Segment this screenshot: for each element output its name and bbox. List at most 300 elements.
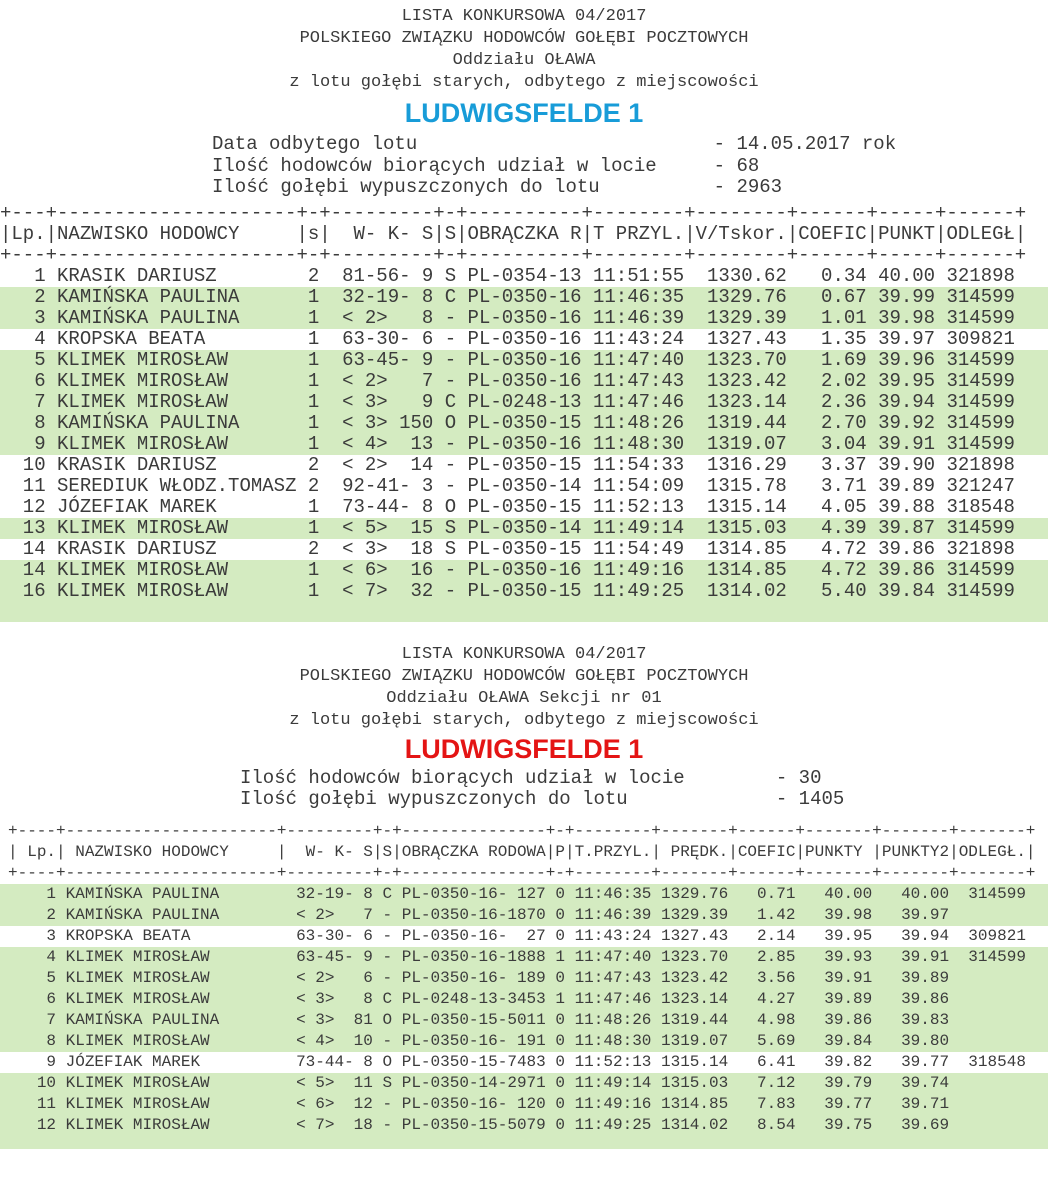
cell-wks: < 2> 6 — [286, 968, 373, 987]
cell-dist: 314599 — [958, 947, 1026, 966]
column-header-name: NAZWISKO HODOWCY — [65, 842, 277, 861]
cell-dist — [959, 906, 1026, 924]
cell-punkt: 39.90 — [878, 453, 936, 476]
flight-info-row — [212, 156, 1048, 178]
result-row — [0, 947, 1048, 968]
cell-speed: 1319.07 — [695, 432, 787, 455]
cell-dist — [959, 969, 1026, 987]
cell-punkty: 39.98 — [805, 905, 873, 924]
list-title-line: LISTA KONKURSOWA 04/2017 — [401, 7, 647, 26]
cell-name: KLIMEK MIROSŁAW — [57, 390, 297, 413]
cell-sex: S — [444, 516, 457, 539]
cell-ring: PL-0350-16-1888 — [401, 947, 546, 966]
cell-punkty: 39.79 — [805, 1073, 873, 1092]
cell-punkt: 39.84 — [878, 579, 936, 602]
cell-lp: 10 — [17, 1073, 57, 1092]
cell-speed: 1319.44 — [661, 1010, 729, 1029]
cell-coefic: 1.42 — [737, 905, 796, 924]
result-row — [0, 413, 1048, 434]
cell-s: 1 — [307, 369, 320, 392]
cell-sex: S — [382, 1073, 393, 1092]
cell-name: KRASIK DARIUSZ — [57, 264, 297, 287]
result-row — [0, 989, 1048, 1010]
cell-name: KAMIŃSKA PAULINA — [57, 306, 297, 329]
cell-ring: PL-0350-14 — [467, 516, 582, 539]
cell-coefic: 3.71 — [798, 474, 867, 497]
table-border-line: +---+---------------------+-+---------+-+----------+--------+--------+------+-----+------+ — [0, 243, 1027, 266]
cell-name: KAMIŃSKA PAULINA — [57, 411, 297, 434]
result-row — [0, 581, 1048, 602]
info-value: - 14.05.2017 rok — [713, 133, 897, 155]
cell-dist: 314599 — [946, 432, 1015, 455]
cell-name: JÓZEFIAK MAREK — [57, 495, 297, 518]
cell-wks: 32-19- 8 — [286, 884, 373, 903]
cell-dist: 314599 — [946, 516, 1015, 539]
cell-p: 1 — [555, 947, 565, 966]
cell-ring: PL-0350-16 — [467, 432, 582, 455]
cell-wks: < 4> 10 — [286, 1031, 373, 1050]
cell-s: 1 — [307, 348, 320, 371]
cell-sex: S — [444, 537, 457, 560]
cell-speed: 1329.76 — [661, 884, 729, 903]
cell-ring: PL-0350-16 — [467, 558, 582, 581]
cell-dist: 314599 — [946, 411, 1015, 434]
cell-dist: 321898 — [946, 537, 1015, 560]
cell-time: 11:46:39 — [574, 905, 652, 924]
cell-speed: 1314.85 — [695, 558, 787, 581]
cell-punkty: 39.84 — [805, 1031, 873, 1050]
cell-time: 11:47:40 — [592, 348, 685, 371]
info-label: Data odbytego lotu — [212, 133, 418, 155]
cell-lp: 8 — [11, 411, 46, 434]
table-header-row: |Lp.|NAZWISKO HODOWCY |s| W- K- S|S|OBRĄCZKA R|T PRZYL.|V/Tskor.|COEFIC|PUNKT|ODLEGŁ| — [0, 222, 1027, 245]
cell-sex: - — [444, 579, 457, 602]
column-header-lp: Lp. — [11, 222, 46, 245]
cell-speed: 1327.43 — [661, 926, 729, 945]
result-row — [0, 884, 1048, 905]
info-value: - 1405 — [775, 788, 845, 810]
cell-name: KAMIŃSKA PAULINA — [65, 1010, 277, 1029]
cell-wks: < 6> 16 — [330, 558, 434, 581]
cell-dist: 314599 — [946, 390, 1015, 413]
column-header-ring: OBRĄCZKA R — [467, 222, 582, 245]
result-row — [0, 476, 1048, 497]
cell-name: KLIMEK MIROSŁAW — [65, 989, 277, 1008]
cell-time: 11:49:16 — [592, 558, 685, 581]
highlight-tail — [0, 602, 1048, 622]
cell-dist — [959, 1116, 1026, 1134]
cell-wks: < 6> 12 — [286, 1094, 373, 1113]
cell-wks: 81-56- 9 — [330, 264, 434, 287]
cell-punkt: 39.88 — [878, 495, 936, 518]
cell-name: KLIMEK MIROSŁAW — [65, 1031, 277, 1050]
cell-punkty: 39.75 — [805, 1115, 873, 1134]
cell-ring: PL-0350-15 — [467, 453, 582, 476]
cell-name: KLIMEK MIROSŁAW — [57, 558, 297, 581]
cell-punkty2: 39.91 — [881, 947, 950, 966]
cell-name: KLIMEK MIROSŁAW — [65, 947, 277, 966]
cell-speed: 1314.02 — [695, 579, 787, 602]
cell-coefic: 3.04 — [798, 432, 867, 455]
cell-time: 11:54:49 — [592, 537, 685, 560]
cell-sex: - — [444, 432, 457, 455]
cell-sex: - — [382, 926, 393, 945]
cell-sex: - — [444, 453, 457, 476]
cell-ring: PL-0350-15 — [467, 495, 582, 518]
cell-speed: 1319.44 — [695, 411, 787, 434]
cell-speed: 1319.07 — [661, 1031, 729, 1050]
cell-sex: C — [444, 285, 457, 308]
cell-lp: 5 — [11, 348, 46, 371]
cell-sex: - — [382, 1031, 393, 1050]
association-name-line: POLSKIEGO ZWIĄZKU HODOWCÓW GOŁĘBI POCZTOWYCH — [299, 666, 749, 686]
column-header-coefic: COEFIC — [737, 842, 796, 861]
cell-time: 11:54:33 — [592, 453, 685, 476]
cell-p: 0 — [555, 905, 565, 924]
flight-description-line: z lotu gołębi starych, odbytego z miejscowości — [289, 73, 759, 92]
cell-coefic: 1.35 — [798, 327, 867, 350]
cell-coefic: 3.56 — [737, 968, 796, 987]
cell-sex: - — [444, 558, 457, 581]
cell-name: KLIMEK MIROSŁAW — [57, 348, 297, 371]
cell-punkty: 39.89 — [805, 989, 873, 1008]
cell-time: 11:49:25 — [592, 579, 685, 602]
result-row — [0, 455, 1048, 476]
column-header-punkty2: PUNKTY2 — [881, 842, 950, 861]
cell-coefic: 5.69 — [737, 1031, 796, 1050]
cell-speed: 1323.14 — [695, 390, 787, 413]
cell-lp: 2 — [17, 905, 57, 924]
cell-time: 11:46:35 — [574, 884, 652, 903]
cell-ring: PL-0350-16 — [467, 369, 582, 392]
cell-dist — [959, 1011, 1026, 1029]
result-row — [0, 968, 1048, 989]
cell-coefic: 5.40 — [798, 579, 867, 602]
cell-punkt: 39.92 — [878, 411, 936, 434]
cell-name: JÓZEFIAK MAREK — [65, 1052, 277, 1071]
cell-ring: PL-0350-16- 127 — [401, 884, 546, 903]
cell-dist — [959, 1074, 1026, 1092]
cell-p: 0 — [555, 884, 565, 903]
cell-punkty: 39.93 — [805, 947, 873, 966]
cell-lp: 7 — [17, 1010, 57, 1029]
cell-name: KROPSKA BEATA — [65, 926, 277, 945]
cell-dist: 321898 — [946, 453, 1015, 476]
cell-lp: 11 — [11, 474, 46, 497]
cell-name: KLIMEK MIROSŁAW — [57, 369, 297, 392]
column-header-name: NAZWISKO HODOWCY — [57, 222, 297, 245]
cell-ring: PL-0350-15-5079 — [401, 1115, 546, 1134]
cell-speed: 1323.70 — [661, 947, 729, 966]
result-row — [0, 434, 1048, 455]
cell-lp: 14 — [11, 558, 46, 581]
cell-time: 11:49:14 — [574, 1073, 652, 1092]
cell-p: 0 — [555, 1031, 565, 1050]
cell-coefic: 2.02 — [798, 369, 867, 392]
cell-wks: < 2> 8 — [330, 306, 434, 329]
cell-time: 11:49:25 — [574, 1115, 652, 1134]
cell-punkt: 39.97 — [878, 327, 936, 350]
cell-ring: PL-0248-13 — [467, 390, 582, 413]
result-row — [0, 287, 1048, 308]
cell-p: 1 — [555, 989, 565, 1008]
cell-punkt: 39.99 — [878, 285, 936, 308]
cell-punkt: 40.00 — [878, 264, 936, 287]
cell-time: 11:52:13 — [592, 495, 685, 518]
flight-info-row — [240, 768, 1048, 790]
cell-wks: < 3> 150 — [330, 411, 434, 434]
cell-dist: 309821 — [958, 926, 1026, 945]
result-row — [0, 1115, 1048, 1136]
cell-dist: 318548 — [958, 1052, 1026, 1071]
result-row — [0, 905, 1048, 926]
cell-sex: - — [444, 474, 457, 497]
cell-dist — [959, 1095, 1026, 1113]
result-row — [0, 1031, 1048, 1052]
cell-sex: S — [444, 264, 457, 287]
cell-name: KRASIK DARIUSZ — [57, 537, 297, 560]
cell-sex: - — [382, 905, 393, 924]
cell-sex: C — [444, 390, 457, 413]
cell-dist: 318548 — [946, 495, 1015, 518]
branch-name-line: Oddziału OŁAWA Sekcji nr 01 — [386, 688, 662, 708]
cell-sex: - — [382, 1115, 393, 1134]
result-row — [0, 1052, 1048, 1073]
cell-name: KLIMEK MIROSŁAW — [65, 1094, 277, 1113]
result-row — [0, 329, 1048, 350]
info-label: Ilość gołębi wypuszczonych do lotu — [212, 176, 600, 198]
cell-punkty2: 39.86 — [881, 989, 950, 1008]
cell-time: 11:48:30 — [592, 432, 685, 455]
cell-wks: 63-45- 9 — [286, 947, 373, 966]
cell-sex: C — [382, 884, 393, 903]
cell-time: 11:48:26 — [574, 1010, 652, 1029]
cell-s: 1 — [307, 390, 320, 413]
cell-speed: 1323.14 — [661, 989, 729, 1008]
cell-wks: < 5> 11 — [286, 1073, 373, 1092]
results-table — [0, 821, 1048, 1149]
list-title-line: LISTA KONKURSOWA 04/2017 — [401, 644, 647, 664]
cell-name: KLIMEK MIROSŁAW — [57, 432, 297, 455]
cell-coefic: 2.36 — [798, 390, 867, 413]
column-header-lp: Lp. — [17, 842, 57, 861]
cell-wks: < 7> 32 — [330, 579, 434, 602]
cell-ring: PL-0354-13 — [467, 264, 582, 287]
cell-punkty2: 39.89 — [881, 968, 950, 987]
cell-name: KLIMEK MIROSŁAW — [65, 968, 277, 987]
info-label: Ilość hodowców biorących udział w locie — [212, 154, 657, 177]
cell-s: 1 — [307, 306, 320, 329]
cell-lp: 7 — [11, 390, 46, 413]
result-row — [0, 350, 1048, 371]
cell-time: 11:47:43 — [574, 968, 652, 987]
column-header-speed: PRĘDK. — [661, 842, 729, 861]
cell-time: 11:43:24 — [574, 926, 652, 945]
cell-sex: C — [382, 989, 393, 1008]
cell-s: 1 — [307, 411, 320, 434]
table-border-line: +---+---------------------+-+---------+-+----------+--------+--------+------+-----+------+ — [0, 201, 1027, 224]
cell-speed: 1323.42 — [695, 369, 787, 392]
cell-name: KROPSKA BEATA — [57, 327, 297, 350]
cell-wks: < 2> 7 — [286, 905, 373, 924]
flight-info-row — [212, 134, 1048, 156]
cell-name: KLIMEK MIROSŁAW — [65, 1073, 277, 1092]
cell-speed: 1315.78 — [695, 474, 787, 497]
cell-s: 1 — [307, 579, 320, 602]
cell-wks: 32-19- 8 — [330, 285, 434, 308]
cell-speed: 1329.76 — [695, 285, 787, 308]
table-border-line: +----+----------------------+---------+-+---------------+-+--------+-------+------+-------+-------+-------+ — [8, 863, 1036, 882]
column-header-punkt: PUNKT — [878, 222, 936, 245]
cell-ring: PL-0350-16- 120 — [401, 1094, 546, 1113]
cell-coefic: 6.41 — [737, 1052, 796, 1071]
cell-ring: PL-0350-16 — [467, 285, 582, 308]
cell-dist: 314599 — [946, 348, 1015, 371]
cell-coefic: 1.01 — [798, 306, 867, 329]
cell-speed: 1315.14 — [661, 1052, 729, 1071]
cell-coefic: 7.12 — [737, 1073, 796, 1092]
cell-punkt: 39.87 — [878, 516, 936, 539]
cell-punkty2: 39.97 — [881, 905, 950, 924]
cell-speed: 1315.14 — [695, 495, 787, 518]
cell-dist: 321247 — [946, 474, 1015, 497]
cell-sex: - — [382, 947, 393, 966]
cell-coefic: 0.71 — [737, 884, 796, 903]
cell-sex: - — [444, 348, 457, 371]
column-header-time: T PRZYL. — [592, 222, 685, 245]
cell-name: KAMIŃSKA PAULINA — [65, 905, 277, 924]
info-value: - 2963 — [713, 176, 783, 198]
cell-coefic: 7.83 — [737, 1094, 796, 1113]
cell-name: KRASIK DARIUSZ — [57, 453, 297, 476]
column-header-ring: OBRĄCZKA RODOWA — [401, 842, 546, 861]
cell-p: 0 — [555, 1052, 565, 1071]
cell-dist — [959, 990, 1026, 1008]
cell-wks: < 3> 8 — [286, 989, 373, 1008]
cell-speed: 1316.29 — [695, 453, 787, 476]
cell-p: 0 — [555, 1094, 565, 1113]
cell-time: 11:51:55 — [592, 264, 685, 287]
flight-description-line: z lotu gołębi starych, odbytego z miejscowości — [289, 710, 759, 730]
cell-coefic: 2.85 — [737, 947, 796, 966]
cell-lp: 2 — [11, 285, 46, 308]
cell-lp: 8 — [17, 1031, 57, 1050]
cell-wks: < 3> 18 — [330, 537, 434, 560]
cell-sex: O — [382, 1010, 393, 1029]
column-header-punkty: PUNKTY — [805, 842, 873, 861]
column-header-p: P — [555, 842, 565, 861]
flight-info-row — [240, 789, 1048, 811]
cell-name: SEREDIUK WŁODZ.TOMASZ — [57, 474, 297, 497]
cell-punkty: 39.82 — [805, 1052, 873, 1071]
cell-p: 0 — [555, 968, 565, 987]
cell-lp: 4 — [11, 327, 46, 350]
cell-punkty: 39.77 — [805, 1094, 873, 1113]
cell-time: 11:48:26 — [592, 411, 685, 434]
info-label: Ilość hodowców biorących udział w locie — [240, 766, 685, 789]
cell-dist: 314599 — [958, 884, 1026, 903]
cell-lp: 1 — [11, 264, 46, 287]
cell-punkty2: 39.80 — [881, 1031, 950, 1050]
cell-lp: 11 — [17, 1094, 57, 1113]
cell-s: 1 — [307, 558, 320, 581]
cell-punkty2: 39.77 — [881, 1052, 950, 1071]
cell-s: 2 — [307, 453, 320, 476]
cell-speed: 1314.85 — [661, 1094, 729, 1113]
flight-info-block — [212, 134, 1048, 199]
cell-lp: 16 — [11, 579, 46, 602]
result-row — [0, 1094, 1048, 1115]
column-header-time: T.PRZYL. — [574, 842, 652, 861]
table-header-row: | Lp.| NAZWISKO HODOWCY | W- K- S|S|OBRĄCZKA RODOWA|P|T.PRZYL.| PRĘDK.|COEFIC|PUNKTY |PUNKTY2|ODLEGŁ.| — [8, 842, 1036, 861]
cell-s: 1 — [307, 432, 320, 455]
cell-time: 11:47:43 — [592, 369, 685, 392]
cell-lp: 3 — [17, 926, 57, 945]
cell-time: 11:49:14 — [592, 516, 685, 539]
cell-speed: 1327.43 — [695, 327, 787, 350]
cell-punkty: 39.95 — [805, 926, 873, 945]
cell-coefic: 3.37 — [798, 453, 867, 476]
cell-lp: 10 — [11, 453, 46, 476]
cell-ring: PL-0350-15 — [467, 579, 582, 602]
cell-s: 2 — [307, 537, 320, 560]
info-value: - 30 — [775, 766, 822, 789]
cell-speed: 1315.03 — [661, 1073, 729, 1092]
cell-lp: 1 — [17, 884, 57, 903]
cell-time: 11:46:35 — [592, 285, 685, 308]
cell-coefic: 8.54 — [737, 1115, 796, 1134]
cell-coefic: 0.34 — [798, 264, 867, 287]
column-header-dist: ODLEGŁ — [946, 222, 1015, 245]
cell-lp: 14 — [11, 537, 46, 560]
cell-time: 11:52:13 — [574, 1052, 652, 1071]
cell-punkty: 39.91 — [805, 968, 873, 987]
cell-dist: 321898 — [946, 264, 1015, 287]
cell-lp: 5 — [17, 968, 57, 987]
cell-coefic: 0.67 — [798, 285, 867, 308]
cell-punkty: 40.00 — [805, 884, 873, 903]
result-row — [0, 1010, 1048, 1031]
cell-sex: - — [444, 327, 457, 350]
cell-wks: < 4> 13 — [330, 432, 434, 455]
cell-time: 11:48:30 — [574, 1031, 652, 1050]
release-site-name: LUDWIGSFELDE 1 — [404, 98, 644, 128]
cell-punkty2: 39.83 — [881, 1010, 950, 1029]
cell-lp: 9 — [17, 1052, 57, 1071]
cell-coefic: 1.69 — [798, 348, 867, 371]
cell-dist: 314599 — [946, 285, 1015, 308]
cell-punkt: 39.91 — [878, 432, 936, 455]
cell-s: 1 — [307, 516, 320, 539]
highlight-tail — [0, 1136, 1048, 1149]
association-name-line: POLSKIEGO ZWIĄZKU HODOWCÓW GOŁĘBI POCZTOWYCH — [299, 29, 749, 48]
cell-coefic: 4.98 — [737, 1010, 796, 1029]
cell-speed: 1329.39 — [695, 306, 787, 329]
cell-lp: 9 — [11, 432, 46, 455]
cell-punkt: 39.98 — [878, 306, 936, 329]
cell-dist: 314599 — [946, 369, 1015, 392]
cell-ring: PL-0350-15 — [467, 411, 582, 434]
result-row — [0, 497, 1048, 518]
cell-wks: 63-30- 6 — [286, 926, 373, 945]
flight-info-block — [240, 768, 1048, 811]
cell-time: 11:46:39 — [592, 306, 685, 329]
cell-coefic: 2.70 — [798, 411, 867, 434]
cell-wks: < 3> 9 — [330, 390, 434, 413]
cell-punkt: 39.86 — [878, 558, 936, 581]
cell-coefic: 4.72 — [798, 537, 867, 560]
cell-speed: 1323.70 — [695, 348, 787, 371]
